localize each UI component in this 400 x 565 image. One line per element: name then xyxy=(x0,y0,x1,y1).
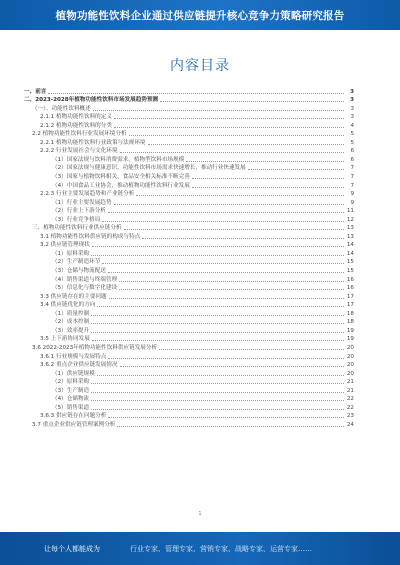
toc-entry-title: 3.5 上下游协同发展 xyxy=(40,336,90,343)
toc-entry[interactable] xyxy=(24,155,354,164)
toc-entry-title: （1）供应链规模 xyxy=(52,370,95,377)
toc-entry[interactable] xyxy=(24,395,354,404)
toc-leader-dots xyxy=(102,220,344,222)
toc-entry-title: （5）信息化与数字化建设 xyxy=(52,285,118,292)
toc-entry[interactable] xyxy=(24,292,354,301)
toc-entry-page: 15 xyxy=(346,268,354,275)
toc-entry-title: 3.6.2 重点企业供应链发展情况 xyxy=(40,362,118,369)
toc-entry-page: 6 xyxy=(350,148,354,155)
toc-entry-page: 18 xyxy=(346,319,354,326)
toc-entry-title: 3.6.3 供应链存在问题分析 xyxy=(40,413,107,420)
toc-entry[interactable] xyxy=(24,147,354,156)
toc-leader-dots xyxy=(120,365,344,367)
toc-entry-page: 23 xyxy=(346,413,354,420)
toc-leader-dots xyxy=(192,186,344,188)
toc-entry-title: （3）国家与植物饮料相关，食品安全相关标准不断完善 xyxy=(52,174,190,181)
toc-entry-title: 2.1.1 植物功能性饮料的定义 xyxy=(40,114,112,121)
toc-entry[interactable] xyxy=(24,275,354,284)
toc-entry-page: 21 xyxy=(346,387,354,394)
toc-leader-dots xyxy=(117,425,344,427)
toc-leader-dots xyxy=(114,117,344,119)
toc-leader-dots xyxy=(142,237,344,239)
toc-entry-title: 一、前言 xyxy=(24,88,47,95)
toc-entry[interactable] xyxy=(24,207,354,216)
toc-entry[interactable] xyxy=(24,190,354,199)
toc-entry[interactable] xyxy=(24,335,354,344)
toc-leader-dots xyxy=(186,160,344,162)
page-number: 1 xyxy=(198,511,202,517)
toc-leader-dots xyxy=(91,314,344,316)
toc-entry[interactable] xyxy=(24,266,354,275)
table-of-contents xyxy=(24,87,354,429)
toc-entry-page: 20 xyxy=(346,362,354,369)
toc-entry-page: 20 xyxy=(346,344,354,351)
toc-entry-title: 3.1 植物功能性饮料供应链的构成与特点 xyxy=(40,233,141,240)
toc-entry-title: （1）国家法规与饮料消费需求，植物型饮料市场规模 xyxy=(52,156,185,163)
toc-leader-dots xyxy=(97,374,344,376)
toc-leader-dots xyxy=(91,254,344,256)
toc-leader-dots xyxy=(91,408,344,410)
toc-entry[interactable] xyxy=(24,198,354,207)
toc-entry-page: 3 xyxy=(350,97,354,104)
toc-entry-title: （4）仓储物流 xyxy=(52,396,90,403)
toc-entry-title: （2）原料采购 xyxy=(52,379,90,386)
toc-leader-dots xyxy=(124,228,344,230)
toc-entry-title: 3.3 供应链存在的主要问题 xyxy=(40,293,107,300)
toc-entry-title: 二、2023-2028年植物功能性饮料市场发展趋势预测 xyxy=(24,97,159,104)
toc-leader-dots xyxy=(119,280,344,282)
toc-leader-dots xyxy=(91,331,344,333)
toc-leader-dots xyxy=(93,109,344,111)
toc-entry-title: 2.2.1 植物功能性饮料行业政策与法规环境 xyxy=(40,139,146,146)
toc-entry-title: （4）中国食品工业协会，推动植物功能性饮料行业发展 xyxy=(52,182,190,189)
toc-entry-page: 19 xyxy=(346,336,354,343)
toc-entry-page: 16 xyxy=(346,285,354,292)
toc-leader-dots xyxy=(136,194,344,196)
toc-entry[interactable] xyxy=(24,130,354,139)
toc-entry[interactable] xyxy=(24,284,354,293)
toc-entry-page: 6 xyxy=(350,156,354,163)
toc-entry[interactable] xyxy=(24,113,354,122)
toc-entry-page: 13 xyxy=(346,233,354,240)
toc-entry[interactable] xyxy=(24,301,354,310)
toc-entry-title: 三、植物功能性饮料行业供应链分析 xyxy=(32,225,122,232)
toc-entry-page: 24 xyxy=(346,421,354,428)
toc-entry-title: （3）行业竞争格局 xyxy=(52,216,101,223)
toc-entry-page: 21 xyxy=(346,379,354,386)
report-header-bar xyxy=(0,0,400,30)
toc-heading: 内容目录 xyxy=(170,58,230,74)
toc-entry-title: 3.4 供应链优化的方向 xyxy=(40,302,96,309)
toc-entry[interactable] xyxy=(24,412,354,421)
toc-entry-page: 15 xyxy=(346,259,354,266)
toc-entry-page: 14 xyxy=(346,250,354,257)
toc-entry[interactable] xyxy=(24,378,354,387)
toc-entry[interactable] xyxy=(24,420,354,429)
toc-leader-dots xyxy=(92,339,344,341)
toc-entry-title: 3.7 重点企业供应链管理案例分析 xyxy=(32,421,116,428)
toc-entry-title: （3）生产制造 xyxy=(52,387,90,394)
toc-entry[interactable] xyxy=(24,224,354,233)
toc-leader-dots xyxy=(108,271,344,273)
toc-entry-page: 11 xyxy=(346,208,354,215)
toc-entry-title: （3）效率提升 xyxy=(52,327,90,334)
toc-entry[interactable] xyxy=(24,121,354,130)
toc-entry-page: 20 xyxy=(346,370,354,377)
toc-entry[interactable] xyxy=(24,403,354,412)
toc-entry-title: （4）销售渠道与终端管理 xyxy=(52,276,118,283)
toc-entry[interactable] xyxy=(24,215,354,224)
footer-bar xyxy=(0,532,400,565)
toc-leader-dots xyxy=(91,399,344,401)
toc-leader-dots xyxy=(114,203,345,205)
toc-entry-title: 2.2 植物功能性饮料行业发展环境分析 xyxy=(32,131,127,138)
toc-leader-dots xyxy=(102,262,344,264)
toc-entry-page: 3 xyxy=(350,88,354,95)
toc-entry-title: （2）生产制造环节 xyxy=(52,259,101,266)
toc-entry-page: 18 xyxy=(346,310,354,317)
toc-entry-page: 12 xyxy=(346,216,354,223)
toc-entry[interactable] xyxy=(24,318,354,327)
toc-entry-title: 3.6 2022-2023年植物功能性饮料供应链发展分析 xyxy=(32,344,158,351)
toc-entry-page: 16 xyxy=(346,276,354,283)
toc-leader-dots xyxy=(248,168,344,170)
toc-entry[interactable] xyxy=(24,361,354,370)
toc-leader-dots xyxy=(108,416,344,418)
toc-entry-title: （2）成本控制 xyxy=(52,319,90,326)
toc-entry-page: 20 xyxy=(346,353,354,360)
toc-entry-page: 9 xyxy=(350,199,354,206)
toc-leader-dots xyxy=(119,288,344,290)
toc-entry-page: 5 xyxy=(350,131,354,138)
toc-entry[interactable] xyxy=(24,369,354,378)
toc-leader-dots xyxy=(91,391,344,393)
toc-entry-title: （2）行业上下游分析 xyxy=(52,208,106,215)
toc-entry-page: 22 xyxy=(346,396,354,403)
toc-entry[interactable] xyxy=(24,181,354,190)
toc-entry-page: 4 xyxy=(350,122,354,129)
toc-entry-page: 7 xyxy=(350,182,354,189)
toc-entry-title: （1）质量控制 xyxy=(52,310,90,317)
toc-entry-page: 7 xyxy=(350,174,354,181)
toc-entry-page: 3 xyxy=(350,105,354,112)
toc-entry-page: 14 xyxy=(346,242,354,249)
toc-entry[interactable] xyxy=(24,309,354,318)
toc-leader-dots xyxy=(91,322,344,324)
footer-tagline: 行业专家、管理专家、营销专家、战略专家、运营专家…… xyxy=(130,544,312,553)
toc-entry-title: （1）行业主要发展趋势 xyxy=(52,199,112,206)
toc-entry-title: （一）、功能性饮料概述 xyxy=(32,105,91,112)
toc-entry-page: 13 xyxy=(346,225,354,232)
toc-leader-dots xyxy=(108,211,344,213)
toc-entry[interactable] xyxy=(24,96,354,105)
toc-entry-page: 9 xyxy=(350,191,354,198)
toc-leader-dots xyxy=(148,143,344,145)
toc-entry-title: 3.2 供应链管理现状 xyxy=(40,242,90,249)
toc-entry[interactable] xyxy=(24,326,354,335)
toc-entry[interactable] xyxy=(24,343,354,352)
toc-leader-dots xyxy=(129,134,344,136)
toc-entry-title: 2.2.3 行业主要发展趋势和产业链分析 xyxy=(40,191,135,198)
toc-entry-page: 22 xyxy=(346,404,354,411)
toc-entry-page: 17 xyxy=(346,293,354,300)
toc-entry-title: 2.2.2 行业发展社会与文化环境 xyxy=(40,148,118,155)
toc-entry[interactable] xyxy=(24,386,354,395)
toc-leader-dots xyxy=(92,245,344,247)
footer-slogan: 让每个人都能成为 xyxy=(44,544,100,553)
toc-entry[interactable] xyxy=(24,138,354,147)
toc-entry[interactable] xyxy=(24,104,354,113)
toc-entry-page: 19 xyxy=(346,327,354,334)
toc-entry-page: 3 xyxy=(350,114,354,121)
toc-entry[interactable] xyxy=(24,232,354,241)
toc-leader-dots xyxy=(91,382,344,384)
toc-entry-title: （1）原料采购 xyxy=(52,250,90,257)
toc-entry[interactable] xyxy=(24,241,354,250)
toc-entry[interactable] xyxy=(24,258,354,267)
toc-leader-dots xyxy=(109,297,344,299)
toc-leader-dots xyxy=(48,92,344,94)
toc-leader-dots xyxy=(160,100,344,102)
toc-leader-dots xyxy=(108,357,344,359)
toc-entry-page: 7 xyxy=(350,165,354,172)
toc-entry[interactable] xyxy=(24,172,354,181)
toc-entry-page: 17 xyxy=(346,302,354,309)
toc-entry-title: （5）销售渠道 xyxy=(52,404,90,411)
toc-entry-title: （3）仓储与物流配送 xyxy=(52,268,106,275)
toc-entry[interactable] xyxy=(24,352,354,361)
toc-entry[interactable] xyxy=(24,87,354,96)
toc-leader-dots xyxy=(120,151,344,153)
toc-leader-dots xyxy=(114,126,344,128)
toc-leader-dots xyxy=(97,305,344,307)
toc-entry-title: 3.6.1 行业规模与发展特点 xyxy=(40,353,107,360)
toc-entry-page: 5 xyxy=(350,139,354,146)
toc-leader-dots xyxy=(159,348,344,350)
toc-entry[interactable] xyxy=(24,249,354,258)
toc-entry-title: （2）国家法规与健康意识，功能性饮料市场需求快速增长，推动行业快速发展 xyxy=(52,165,246,172)
report-title: 植物功能性饮料企业通过供应链提升核心竞争力策略研究报告 xyxy=(55,9,345,22)
toc-entry-title: 2.1.2 植物功能性饮料的分类 xyxy=(40,122,112,129)
toc-leader-dots xyxy=(192,177,344,179)
toc-entry[interactable] xyxy=(24,164,354,173)
